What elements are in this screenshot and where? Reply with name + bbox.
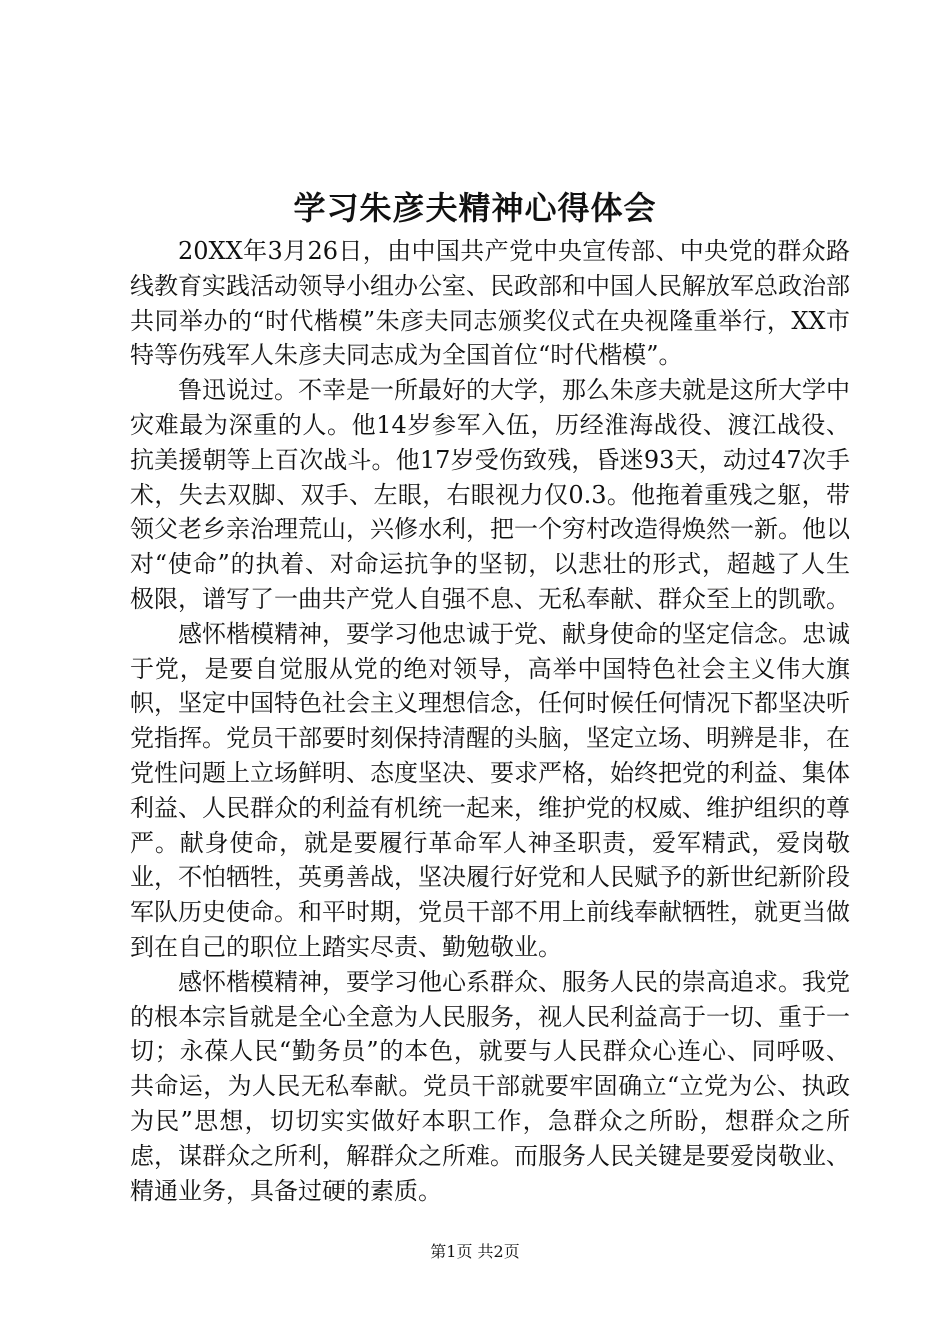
document-title: 学习朱彦夫精神心得体会 <box>293 189 657 227</box>
paragraph-4: 感怀楷模精神，要学习他心系群众、服务人民的崇高追求。我党的根本宗旨就是全心全意为人民服务，视人民利益高于一切、重于一切；永葆人民“勤务员”的本色，就要与人民群众心连心、同呼吸、共命运，为人民无私奉献。党员干部就要牢固确立“立党为公、执政为民”思想，切切实实做好本职工作，急群众之所盼，想群众之所虑，谋群众之所利，解群众之所难。而服务人民关键是要爱岗敬业、精通业务，具备过硬的素质。 <box>130 967 850 1205</box>
page-number-footer: 第1页 共2页 <box>430 1242 520 1261</box>
paragraph-1: 20XX年3月26日，由中国共产党中央宣传部、中央党的群众路线教育实践活动领导小组办公室、民政部和中国人民解放军总政治部共同举办的“时代楷模”朱彦夫同志颁奖仪式在央视隆重举行，XX市特等伤残军人朱彦夫同志成为全国首位“时代楷模”。 <box>130 237 850 370</box>
paragraph-2: 鲁迅说过。不幸是一所最好的大学，那么朱彦夫就是这所大学中灾难最为深重的人。他14岁参军入伍，历经淮海战役、渡江战役、抗美援朝等上百次战斗。他17岁受伤致残，昏迷93天，动过47次手术，失去双脚、双手、左眼，右眼视力仅0.3。他拖着重残之躯，带领父老乡亲治理荒山，兴修水利，把一个穷村改造得焕然一新。他以对“使命”的执着、对命运抗争的坚韧，以悲壮的形式，超越了人生极限，谱写了一曲共产党人自强不息、无私奉献、群众至上的凯歌。 <box>130 376 850 613</box>
paragraph-3: 感怀楷模精神，要学习他忠诚于党、献身使命的坚定信念。忠诚于党，是要自觉服从党的绝对领导，高举中国特色社会主义伟大旗帜，坚定中国特色社会主义理想信念，任何时候任何情况下都坚决听党指挥。党员干部要时刻保持清醒的头脑，坚定立场、明辨是非，在党性问题上立场鲜明、态度坚决、要求严格，始终把党的利益、集体利益、人民群众的利益有机统一起来，维护党的权威、维护组织的尊严。献身使命，就是要履行革命军人神圣职责，爱军精武，爱岗敬业，不怕牺牲，英勇善战，坚决履行好党和人民赋予的新世纪新阶段军队历史使命。和平时期，党员干部不用上前线奉献牺牲，就更当做到在自己的职位上踏实尽责、勤勉敬业。 <box>130 619 850 961</box>
document-body <box>130 234 850 1208</box>
